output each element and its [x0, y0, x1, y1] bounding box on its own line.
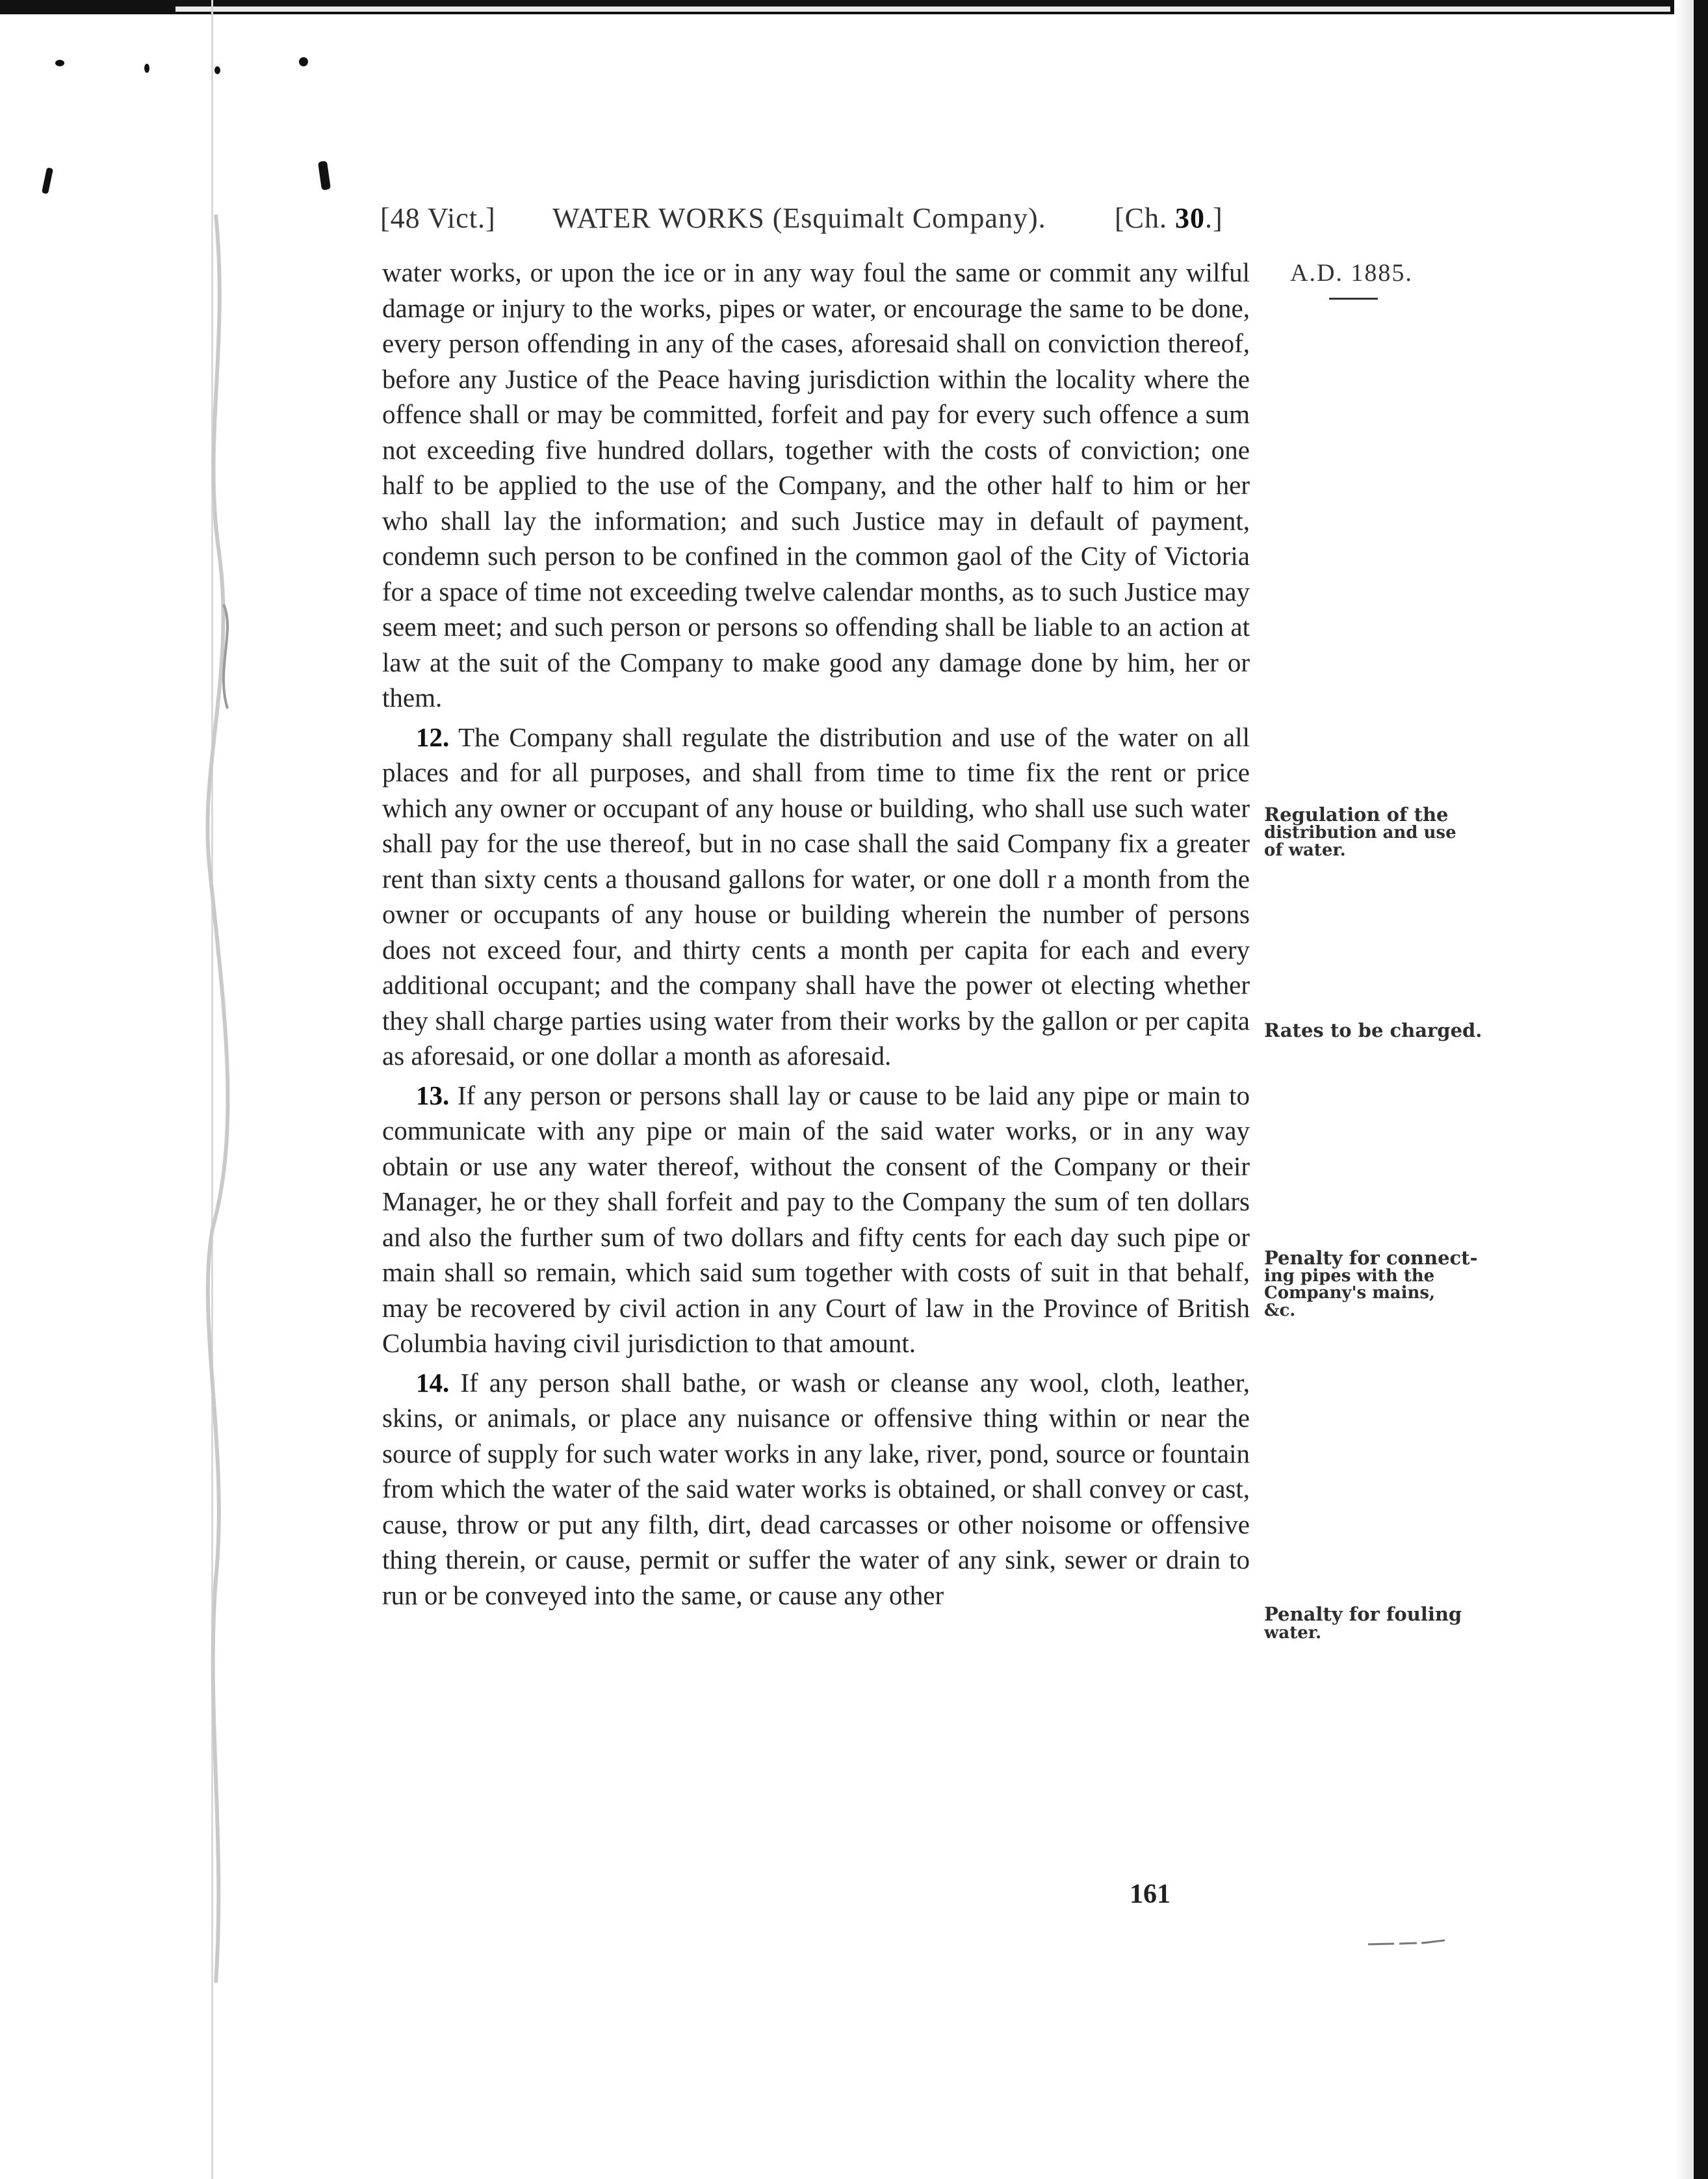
- margin-note-penalty-fouling: [1264, 1604, 1462, 1642]
- section-number: 14.: [416, 1367, 450, 1398]
- header-chapter-suffix: .]: [1205, 202, 1223, 234]
- margin-note-line: ing pipes with the: [1264, 1266, 1435, 1286]
- margin-year-rule: [1329, 298, 1378, 300]
- section-14: [382, 1365, 1250, 1613]
- header-act-title: WATER WORKS (Esquimalt Company).: [552, 202, 1046, 234]
- margin-note-line: distribution and use: [1264, 823, 1456, 842]
- margin-note-line: Rates to be charged.: [1264, 1019, 1482, 1041]
- section-text: The Company shall regulate the distribution and use of the water on all places and for all purposes, and shall from time to time fix the rent or price which any owner or occupant of any house or building, who shall use such water shall pay for the use thereof, but in no case shall the said Company fix a greater rent than sixty cents a thousand gallons for water, or one doll r a month from the owner or occupants of any house or building wherein the number of persons does not exceed four, and thirty cents a month per capita for each and every additional occupant; and the company shall have the power ot electing whether they shall charge parties using water from their works by the gallon or per capita as aforesaid, or one dollar a month as aforesaid.: [382, 722, 1250, 1071]
- margin-note-line: &c.: [1264, 1301, 1296, 1320]
- section-text: If any person shall bathe, or wash or cleanse any wool, cloth, leather, skins, or animals, or place any nuisance or offensive thing within or near the source of supply for such water works in any lake, river, pond, source or fountain from which the water of the said water works is obtained, or shall convey or cast, cause, throw or put any filth, dirt, dead carcasses or other noisome or offensive thing therein, or cause, permit or suffer the water of any sink, sewer or drain to run or be conveyed into the same, or cause any other: [382, 1367, 1250, 1610]
- stray-pen-mark: [1368, 1939, 1446, 1947]
- speck-mark: [55, 60, 64, 66]
- header-chapter-prefix: [Ch.: [1115, 202, 1175, 234]
- page-edge-shadow: [1674, 0, 1694, 2179]
- margin-note-regulation: [1264, 805, 1456, 859]
- header-regnal-year: [48 Vict.]: [380, 202, 496, 234]
- section-number: 13.: [416, 1080, 450, 1110]
- page-number: 161: [1130, 1879, 1171, 1909]
- margin-year: A.D. 1885.: [1290, 259, 1413, 287]
- section-12: [382, 720, 1250, 1074]
- paragraph-continued: [382, 255, 1250, 716]
- section-text: If any person or persons shall lay or cause to be laid any pipe or main to communicate with any pipe or main of the said water works, or in any way obtain or use any water thereof, without the consent of the Company or their Manager, he or they shall forfeit and pay to the Company the sum of ten dollars and also the further sum of two dollars and fifty cents for each day such pipe or main shall so remain, which said sum together with costs of suit in that behalf, may be recovered by civil action in any Court of law in the Province of British Columbia having civil jurisdiction to that amount.: [382, 1080, 1250, 1358]
- margin-note-line: water.: [1264, 1623, 1322, 1643]
- paragraph-text: water works, or upon the ice or in any way foul the same or commit any wilful damage or injury to the works, pipes or water, or encourage the same to be done, every person offending in any of the cases, aforesaid shall on conviction thereof, before any Justice of the Peace having jurisdiction within the locality where the offence shall or may be committed, forfeit and pay for every such offence a sum not exceeding five hundred dollars, together with the costs of conviction; one half to be applied to the use of the Company, and the other half to him or her who shall lay the information; and such Justice may in default of payment, condemn such person to be confined in the common gaol of the City of Victoria for a space of time not exceeding twelve calendar months, as to such Justice may seem meet; and such person or persons so offending shall be liable to an action at law at the suit of the Company to make good any damage done by him, her or them.: [382, 257, 1250, 712]
- section-number: 12.: [416, 722, 450, 752]
- margin-note-rates: [1264, 1021, 1482, 1040]
- speck-mark: [318, 161, 331, 190]
- margin-note-line: Penalty for connect-: [1264, 1247, 1478, 1269]
- statute-body: [382, 255, 1250, 1617]
- header-chapter: [1115, 202, 1223, 235]
- margin-note-line: Regulation of the: [1264, 803, 1449, 826]
- margin-note-line: of water.: [1264, 841, 1346, 860]
- margin-note-line: Company's mains,: [1264, 1283, 1436, 1303]
- speck-mark: [42, 167, 53, 194]
- section-13: [382, 1078, 1250, 1361]
- margin-note-line: Penalty for fouling: [1264, 1603, 1462, 1625]
- torn-gutter-edge: [190, 215, 248, 1983]
- speck-mark: [144, 64, 149, 73]
- header-chapter-number: 30: [1175, 202, 1205, 234]
- speck-mark: [214, 66, 220, 74]
- speck-mark: [299, 57, 308, 66]
- running-header: [380, 195, 1245, 241]
- scan-border-right: [1694, 0, 1708, 2179]
- margin-note-penalty-connecting: [1264, 1248, 1478, 1320]
- scan-edge-top: [175, 7, 1670, 12]
